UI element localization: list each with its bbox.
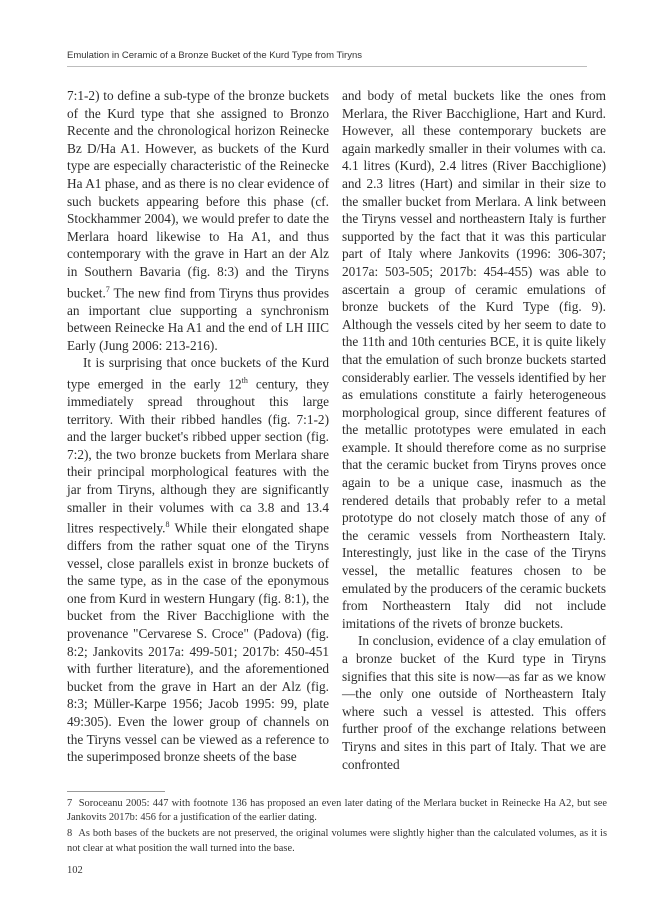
right-column <box>342 87 606 773</box>
footnote-8: 8 As both bases of the buckets are not preserved, the original volumes were slightly higher than the calculated volumes, as it is not clear at what position the wall turned into the base. <box>67 828 607 854</box>
right-paragraph-2: In conclusion, evidence of a clay emulation of a bronze bucket of the Kurd type in Tiryns signifies that this site is now—as far as we know—the only one outside of Northeastern Italy where such a vessel is attested. This offers further proof of the exchange relations between Tiryns and sites in this part of Italy. That we are confronted <box>342 633 606 772</box>
footnote-ref-8[interactable]: 8 <box>165 520 170 530</box>
page-number: 102 <box>67 865 83 876</box>
running-head: Emulation in Ceramic of a Bronze Bucket of the Kurd Type from Tiryns <box>67 50 587 67</box>
left-paragraph-1: 7:1-2) to define a sub-type of the bronze buckets of the Kurd type that she assigned to Bronzo Recente and the chronological horizon Reinecke Bz D/Ha A1. However, as buckets of the Kurd type are especially characteristic of the Reinecke Ha A1 phase, and as there is no clear evidence of such buckets appearing before this phase (cf. Stockhammer 2004), we would prefer to date the Merlara hoard likewise to Ha A1, and thus contemporary with the grave in Hart an der Alz in Southern Bavaria (fig. 8:3) and the Tiryns bucket.$^7$ The new find from Tiryns thus provides an important clue supporting a synchronism between Reinecke Ha A1 and the end of LH IIIC Early (Jung 2006: 213-216). <box>67 88 329 353</box>
left-paragraph-2: It is surprising that once buckets of the Kurd type emerged in the early 12th century, they immediately spread throughout this large territory. With their ribbed handles (fig. 7:1-2) and the larger bucket's ribbed upper section (fig. 7:2), the two bronze buckets from Merlara share their principal morphological features with the jar from Tiryns, although they are significantly smaller in their volumes with ca 3.8 and 13.4 litres respectively.$^8$ While their elongated shape differs from the rather squat one of the Tiryns vessel, close parallels exist in bronze buckets of the same type, as in the case of the eponymous one from Kurd in western Hungary (fig. 8:1), the bucket from the River Bacchiglione with the provenance "Cervarese S. Croce" (Padova) (fig. 8:2; Jankovits 2017a: 499-501; 2017b: 450-451 with further literature), and the aforementioned bucket from the grave in Hart an der Alz (fig. 8:3; Müller-Karpe 1956; Jacob 1995: 99, plate 49:305). Even the lower group of channels on the Tiryns vessel can be viewed as a reference to the superimposed bronze sheets of the base <box>67 355 329 765</box>
footnote-ref-7[interactable]: 7 <box>105 284 110 294</box>
left-column <box>67 87 329 766</box>
footnote-7: 7 Soroceanu 2005: 447 with footnote 136 has proposed an even later dating of the Merlara bucket in Reinecke Ha A2, but see Jankovits 2017b: 456 for a justification of the earlier dating. <box>67 798 607 824</box>
footnotes <box>67 797 607 858</box>
right-paragraph-1: and body of metal buckets like the ones from Merlara, the River Bacchiglione, Hart and Kurd. However, all these contemporary buckets are again markedly smaller in their volumes with ca. 4.1 litres (Kurd), 2.4 litres (River Bacchiglione) and 2.3 litres (Hart) and similar in their size to the smaller bucket from Merlara. A link between the Tiryns vessel and northeastern Italy is further supported by the fact that it was this particular part of Italy where Jankovits (1996: 306-307; 2017a: 503-505; 2017b: 454-455) was able to ascertain a group of ceramic emulations of bronze buckets of the Kurd Type (fig. 9). Although the vessels cited by her seem to date to the 11th and 10th centuries BCE, it is quite likely that the emulation of such bronze buckets started considerably earlier. The vessels identified by her as emulations constitute a fairly heterogeneous morphological group, since different features of the metallic prototypes were emulated in each example. It should therefore come as no surprise that the ceramic bucket from Tiryns proves once again to be a unique case, inasmuch as the rendered details that probably refer to a metal prototype do not closely match those of any of the ceramic vessels from Northeastern Italy. Interestingly, just like in the case of the Tiryns vessel, the metallic features chosen to be emulated by the producers of the ceramic buckets from Northeastern Italy did not include imitations of the rivets of bronze buckets. <box>342 88 606 631</box>
footnote-divider <box>67 791 165 792</box>
